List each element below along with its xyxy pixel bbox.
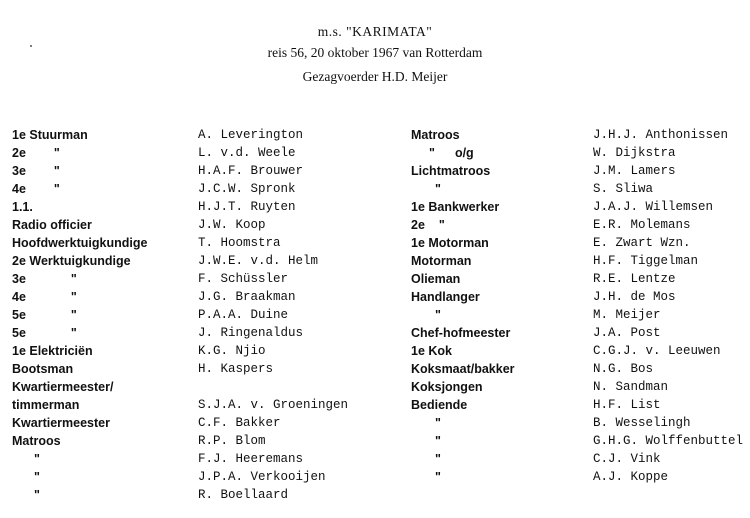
cell-text: Radio officier bbox=[12, 218, 92, 232]
cell-text: A.J. Koppe bbox=[593, 470, 669, 484]
cell-text: M. Meijer bbox=[593, 308, 661, 322]
crew-rank bbox=[411, 180, 515, 198]
crew-rank bbox=[12, 306, 147, 324]
cell-text: P.A.A. Duine bbox=[198, 308, 289, 322]
cell-text: H.J.T. Ruyten bbox=[198, 200, 296, 214]
cell-text: 1e Bankwerker bbox=[411, 200, 500, 214]
crew-name bbox=[593, 252, 743, 270]
crew-name bbox=[593, 180, 743, 198]
cell-text: Hoofdwerktuigkundige bbox=[12, 236, 148, 250]
crew-name bbox=[593, 468, 743, 486]
cell-text: Matroos bbox=[411, 128, 460, 142]
crew-rank bbox=[411, 342, 515, 360]
crew-rank bbox=[12, 468, 147, 486]
crew-rank bbox=[12, 180, 147, 198]
cell-text: C.G.J. v. Leeuwen bbox=[593, 344, 721, 358]
ditto-mark: " bbox=[53, 182, 60, 196]
crew-name bbox=[198, 288, 348, 306]
cell-text: J. Ringenaldus bbox=[198, 326, 304, 340]
crew-rank bbox=[411, 468, 515, 486]
cell-text: G.H.G. Wolffenbuttel bbox=[593, 434, 744, 448]
crew-rank bbox=[12, 126, 147, 144]
ditto-mark: " bbox=[438, 218, 445, 232]
cell-text: 1e Kok bbox=[411, 344, 452, 358]
cell-text: J.M. Lamers bbox=[593, 164, 676, 178]
crew-ranks-column-1 bbox=[12, 126, 147, 504]
crew-name bbox=[593, 396, 743, 414]
crew-name bbox=[198, 252, 348, 270]
cell-text: J.G. Braakman bbox=[198, 290, 296, 304]
cell-text: N. Sandman bbox=[593, 380, 669, 394]
cell-text: E.R. Molemans bbox=[593, 218, 691, 232]
crew-name bbox=[198, 414, 348, 432]
crew-name bbox=[198, 486, 348, 504]
cell-text: 3e bbox=[12, 164, 26, 178]
crew-rank bbox=[12, 270, 147, 288]
cell-text: J.H.J. Anthonissen bbox=[593, 128, 729, 142]
ditto-mark: " bbox=[70, 290, 77, 304]
crew-rank bbox=[12, 432, 147, 450]
crew-rank bbox=[411, 270, 515, 288]
cell-text: 4e bbox=[12, 290, 26, 304]
crew-name bbox=[198, 432, 348, 450]
ditto-mark: " bbox=[70, 308, 77, 322]
crew-name bbox=[198, 144, 348, 162]
crew-rank bbox=[411, 198, 515, 216]
crew-ranks-column-2 bbox=[411, 126, 515, 486]
cell-text: J.P.A. Verkooijen bbox=[198, 470, 326, 484]
cell-text: 1e Elektriciën bbox=[12, 344, 93, 358]
crew-rank bbox=[411, 450, 515, 468]
crew-rank bbox=[12, 234, 147, 252]
cell-text: 1e Motorman bbox=[411, 236, 489, 250]
ditto-mark: " bbox=[34, 452, 40, 466]
crew-name bbox=[198, 306, 348, 324]
crew-rank bbox=[12, 342, 147, 360]
crew-rank bbox=[12, 450, 147, 468]
crew-name bbox=[198, 324, 348, 342]
cell-text: F. Schüssler bbox=[198, 272, 289, 286]
cell-text: 4e bbox=[12, 182, 26, 196]
cell-text: C.F. Bakker bbox=[198, 416, 281, 430]
crew-rank bbox=[12, 162, 147, 180]
ditto-mark: " bbox=[435, 182, 441, 196]
crew-rank bbox=[12, 414, 147, 432]
cell-text: Olieman bbox=[411, 272, 461, 286]
crew-names-column-2 bbox=[593, 126, 743, 486]
crew-name bbox=[593, 432, 743, 450]
crew-name bbox=[198, 468, 348, 486]
crew-names-column-1 bbox=[198, 126, 348, 504]
crew-rank bbox=[411, 306, 515, 324]
crew-name bbox=[198, 126, 348, 144]
ditto-mark: " bbox=[435, 434, 441, 448]
crew-rank bbox=[12, 396, 147, 414]
crew-rank bbox=[411, 288, 515, 306]
cell-text: 2e bbox=[411, 218, 425, 232]
cell-text: H.F. Tiggelman bbox=[593, 254, 699, 268]
cell-text: Kwartiermeester bbox=[12, 416, 110, 430]
cell-text: Matroos bbox=[12, 434, 61, 448]
crew-rank bbox=[411, 360, 515, 378]
crew-name bbox=[198, 234, 348, 252]
crew-rank bbox=[411, 432, 515, 450]
crew-rank bbox=[411, 126, 515, 144]
crew-rank bbox=[12, 252, 147, 270]
cell-text: L. v.d. Weele bbox=[198, 146, 296, 160]
cell-text: E. Zwart Wzn. bbox=[593, 236, 691, 250]
crew-rank bbox=[12, 486, 147, 504]
crew-name bbox=[593, 342, 743, 360]
crew-rank bbox=[12, 324, 147, 342]
cell-text: J.W.E. v.d. Helm bbox=[198, 254, 319, 268]
crew-name bbox=[198, 342, 348, 360]
crew-name bbox=[198, 162, 348, 180]
crew-name bbox=[593, 414, 743, 432]
cell-text: 5e bbox=[12, 308, 26, 322]
crew-rank bbox=[12, 378, 147, 396]
ditto-mark: " bbox=[429, 146, 435, 160]
crew-name bbox=[198, 378, 348, 396]
crew-name bbox=[593, 288, 743, 306]
cell-text: J.A.J. Willemsen bbox=[593, 200, 714, 214]
cell-text: Lichtmatroos bbox=[411, 164, 491, 178]
crew-name bbox=[593, 450, 743, 468]
cell-text: J.H. de Mos bbox=[593, 290, 676, 304]
cell-text: S.J.A. v. Groeningen bbox=[198, 398, 349, 412]
cell-text: N.G. Bos bbox=[593, 362, 654, 376]
crew-rank bbox=[12, 144, 147, 162]
crew-name bbox=[593, 270, 743, 288]
cell-text: 2e bbox=[12, 146, 26, 160]
cell-text: W. Dijkstra bbox=[593, 146, 676, 160]
cell-text: Handlanger bbox=[411, 290, 480, 304]
crew-name bbox=[593, 162, 743, 180]
ditto-mark: " bbox=[34, 488, 40, 502]
cell-text: Chef-hofmeester bbox=[411, 326, 511, 340]
crew-name bbox=[593, 306, 743, 324]
captain-line: Gezagvoerder H.D. Meijer bbox=[302, 69, 448, 84]
cell-text: K.G. Njio bbox=[198, 344, 266, 358]
cell-text: B. Wesselingh bbox=[593, 416, 691, 430]
ditto-mark: " bbox=[435, 470, 441, 484]
cell-text: timmerman bbox=[12, 398, 80, 412]
crew-name bbox=[593, 198, 743, 216]
ditto-mark: " bbox=[53, 146, 60, 160]
crew-name bbox=[198, 216, 348, 234]
crew-rank bbox=[411, 162, 515, 180]
cell-text: R.P. Blom bbox=[198, 434, 266, 448]
cell-text: 5e bbox=[12, 326, 26, 340]
crew-name bbox=[593, 378, 743, 396]
ditto-mark: " bbox=[70, 326, 77, 340]
crew-name bbox=[198, 198, 348, 216]
cell-text: Bediende bbox=[411, 398, 468, 412]
ship-name: m.s. "KARIMATA" bbox=[317, 24, 433, 39]
crew-rank bbox=[411, 252, 515, 270]
crew-rank bbox=[12, 288, 147, 306]
crew-name bbox=[593, 360, 743, 378]
crew-name bbox=[593, 324, 743, 342]
ditto-mark: " bbox=[435, 308, 441, 322]
cell-text: o/g bbox=[454, 146, 474, 160]
cell-text: Kwartiermeester/ bbox=[12, 380, 114, 394]
cell-text: F.J. Heeremans bbox=[198, 452, 304, 466]
crew-rank bbox=[411, 324, 515, 342]
crew-rank bbox=[411, 234, 515, 252]
crew-name bbox=[198, 360, 348, 378]
cell-text: R.E. Lentze bbox=[593, 272, 676, 286]
cell-text: H.F. List bbox=[593, 398, 661, 412]
crew-rank bbox=[411, 144, 515, 162]
crew-name bbox=[198, 396, 348, 414]
crew-name bbox=[198, 270, 348, 288]
ditto-mark: " bbox=[435, 452, 441, 466]
cell-text: R. Boellaard bbox=[198, 488, 289, 502]
cell-text: A. Leverington bbox=[198, 128, 304, 142]
ditto-mark: " bbox=[70, 272, 77, 286]
cell-text: H. Kaspers bbox=[198, 362, 274, 376]
ditto-mark: " bbox=[53, 164, 60, 178]
cell-text: J.C.W. Spronk bbox=[198, 182, 296, 196]
crew-rank bbox=[411, 396, 515, 414]
crew-name bbox=[198, 180, 348, 198]
crew-rank bbox=[12, 216, 147, 234]
cell-text: Koksjongen bbox=[411, 380, 483, 394]
cell-text: 1e Stuurman bbox=[12, 128, 88, 142]
cell-text: Motorman bbox=[411, 254, 472, 268]
crew-rank bbox=[12, 360, 147, 378]
ditto-mark: " bbox=[34, 470, 40, 484]
cell-text: T. Hoomstra bbox=[198, 236, 281, 250]
cell-text: 3e bbox=[12, 272, 26, 286]
cell-text: 2e Werktuigkundige bbox=[12, 254, 131, 268]
cell-text: 1.1. bbox=[12, 200, 33, 214]
crew-rank bbox=[411, 378, 515, 396]
crew-name bbox=[593, 126, 743, 144]
cell-text: J.W. Koop bbox=[198, 218, 266, 232]
cell-text: Bootsman bbox=[12, 362, 74, 376]
crew-name bbox=[593, 216, 743, 234]
cell-text: Koksmaat/bakker bbox=[411, 362, 515, 376]
cell-text: J.A. Post bbox=[593, 326, 661, 340]
crew-name bbox=[198, 450, 348, 468]
cell-text: S. Sliwa bbox=[593, 182, 654, 196]
voyage-line: reis 56, 20 oktober 1967 van Rotterdam bbox=[267, 45, 483, 60]
cell-text: C.J. Vink bbox=[593, 452, 661, 466]
crew-rank bbox=[411, 216, 515, 234]
cell-text: H.A.F. Brouwer bbox=[198, 164, 304, 178]
crew-name bbox=[593, 234, 743, 252]
crew-name bbox=[593, 144, 743, 162]
crew-rank bbox=[411, 414, 515, 432]
ditto-mark: " bbox=[435, 416, 441, 430]
crew-rank bbox=[12, 198, 147, 216]
